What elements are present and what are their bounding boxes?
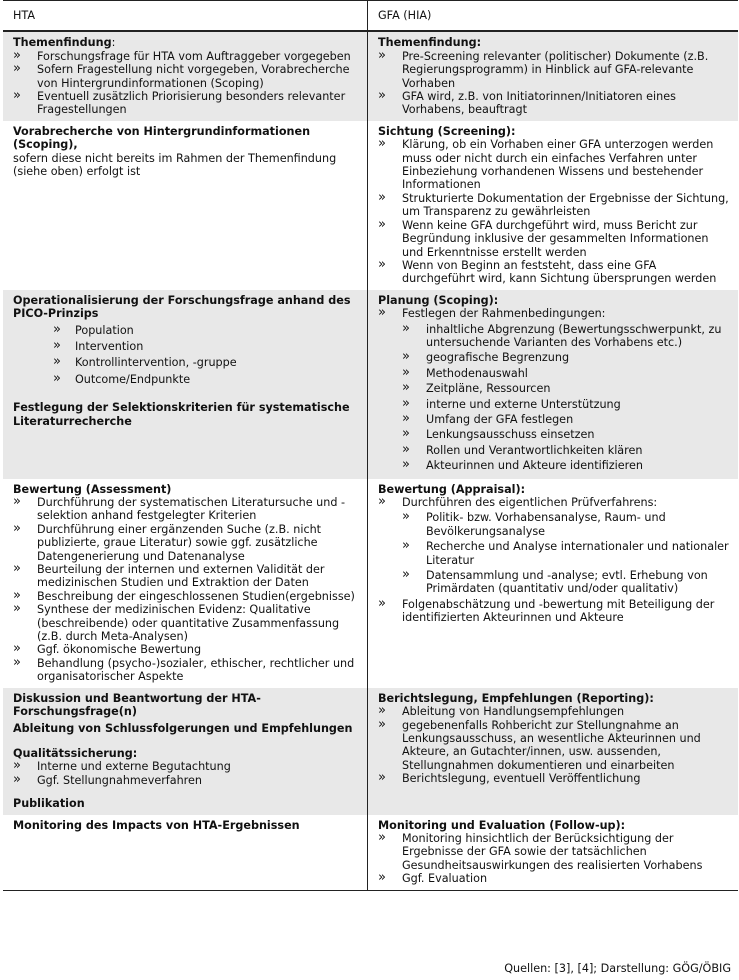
hta-pico-cell [3, 290, 368, 479]
list-item: » Ableitung von Handlungsempfehlungen [378, 705, 730, 718]
gfa-planning-cell [368, 290, 738, 479]
gfa-monitoring-cell [368, 815, 738, 890]
list-item: » Rollen und Verantwortlichkeiten klären [402, 444, 730, 457]
planning-item-label: Festlegen der Rahmenbedingungen: [402, 307, 606, 321]
list-item: » Recherche und Analyse internationaler und nationaler Literatur [402, 540, 730, 567]
list-item: » Durchführung einer ergänzenden Suche (z.B. nicht publizierte, graue Literatur) sowie ggf. zusätzliche Datengenerierung und Datenanalyse [13, 523, 359, 563]
hta-themenfindung-cell [3, 32, 368, 120]
list-item: » Intervention [53, 340, 359, 353]
list-item: » Ggf. ökonomische Bewertung [13, 643, 359, 656]
list-item: » Zeitpläne, Ressourcen [402, 382, 730, 395]
list-item: » Umfang der GFA festlegen [402, 413, 730, 426]
list-item: » gegebenenfalls Rohbericht zur Stellungnahme an Lenkungsausschuss, an wesentliche Akteurinnen und Akteure, an Gutachter/innen, usw. aussenden, Stellungnahmen dokumentieren und einarbeiten [378, 719, 730, 773]
table-row [3, 815, 738, 890]
gfa-screening-title: Sichtung (Screening): [378, 124, 516, 138]
table-row [3, 479, 738, 688]
list-item: » Akteurinnen und Akteure identifizieren [402, 459, 730, 472]
list-item: » Lenkungsausschuss einsetzen [402, 428, 730, 441]
hta-selection-title: Festlegung der Selektionskriterien für systematische Literaturrecherche [13, 401, 350, 428]
list-item: » Eventuell zusätzlich Priorisierung besonders relevanter Fragestellungen [13, 90, 359, 117]
hta-publication-title: Publikation [13, 797, 85, 811]
gfa-themenfindung-title: Themenfindung: [378, 36, 482, 50]
list-item: » Population [53, 324, 359, 337]
hta-assessment-cell [3, 479, 368, 688]
list-item: » Methodenauswahl [402, 367, 730, 380]
list-item: » Durchführung der systematischen Literatursuche und -selektion anhand festgelegter Kriterien [13, 496, 359, 523]
hta-monitoring-title: Monitoring des Impacts von HTA-Ergebnissen [13, 818, 300, 832]
hta-themenfindung-title: Themenfindung [13, 36, 112, 50]
list-item: » Beurteilung der internen und externen Validität der medizinischen Studien und Extraktion der Daten [13, 563, 359, 590]
list-item: » Strukturierte Dokumentation der Ergebnisse der Sichtung, um Transparenz zu gewährleisten [378, 192, 730, 219]
gfa-planning-title: Planung (Scoping): [378, 293, 499, 307]
header-hta: HTA [3, 1, 368, 30]
hta-scoping-title: Vorabrecherche von Hintergrundinformationen (Scoping), [13, 124, 311, 152]
source-caption: Quellen: [3], [4]; Darstellung: GÖG/ÖBIG [504, 962, 731, 975]
list-item [378, 307, 730, 472]
gfa-reporting-title: Berichtslegung, Empfehlungen (Reporting): [378, 691, 654, 705]
list-item: » interne und externe Unterstützung [402, 398, 730, 411]
appraisal-item-label: Durchführen des eigentlichen Prüfverfahrens: [402, 496, 658, 509]
gfa-screening-cell [368, 121, 738, 290]
list-item [378, 496, 730, 596]
header-gfa: GFA (HIA) [378, 9, 432, 22]
gfa-appraisal-title: Bewertung (Appraisal): [378, 482, 526, 496]
list-item: » Sofern Fragestellung nicht vorgegeben, Vorabrecherche von Hintergrundinformationen (Scoping) [13, 63, 359, 90]
table-row [3, 290, 738, 479]
list-item: » Monitoring hinsichtlich der Berücksichtigung der Ergebnisse der GFA sowie der tatsächlichen Gesundheitsauswirkungen des realisierten Vorhabens [378, 832, 730, 872]
table-header-row [3, 1, 738, 31]
list-item: » Kontrollintervention, -gruppe [53, 356, 359, 369]
table-row [3, 121, 738, 290]
list-item: » Behandlung (psycho-)sozialer, ethischer, rechtlicher und organisatorischer Aspekte [13, 657, 359, 684]
table-row [3, 31, 738, 120]
list-item: » geografische Begrenzung [402, 351, 730, 364]
hta-assessment-title: Bewertung (Assessment) [13, 482, 172, 496]
gfa-monitoring-title: Monitoring und Evaluation (Follow-up): [378, 818, 626, 832]
hta-scoping-cell [3, 121, 368, 290]
hta-discussion-title: Diskussion und Beantwortung der HTA-Forschungsfrage(n) [13, 691, 261, 719]
list-item: » Wenn keine GFA durchgeführt wird, muss Bericht zur Begründung inklusive der gesammelten Informationen und Erkenntnisse erstellt werden [378, 219, 730, 259]
process-comparison-table [3, 0, 738, 891]
list-item: » Pre-Screening relevanter (politischer) Dokumente (z.B. Regierungsprogramm) in Hinblick auf GFA-relevante Vorhaben [378, 50, 730, 90]
list-item: » Ggf. Evaluation [378, 872, 730, 885]
list-item: » Synthese der medizinischen Evidenz: Qualitative (beschreibende) oder quantitative Zusammenfassung (z.B. durch Meta-Analysen) [13, 603, 359, 643]
list-item: » Wenn von Beginn an feststeht, dass eine GFA durchgeführt wird, kann Sichtung übersprungen werden [378, 259, 730, 286]
list-item: » Forschungsfrage für HTA vom Auftraggeber vorgegeben [13, 50, 359, 63]
list-item: » Berichtslegung, eventuell Veröffentlichung [378, 772, 730, 785]
list-item: » inhaltliche Abgrenzung (Bewertungsschwerpunkt, zu untersuchende Varianten des Vorhabens etc.) [402, 323, 730, 350]
list-item: » Beschreibung der eingeschlossenen Studien(ergebnisse) [13, 590, 359, 603]
list-item: » GFA wird, z.B. von Initiatorinnen/Initiatoren eines Vorhabens, beauftragt [378, 90, 730, 117]
hta-conclusions-title: Ableitung von Schlussfolgerungen und Empfehlungen [13, 721, 353, 735]
list-item: » Ggf. Stellungnahmeverfahren [13, 774, 359, 787]
gfa-appraisal-cell [368, 479, 738, 688]
table-row [3, 688, 738, 815]
gfa-reporting-cell [368, 688, 738, 815]
hta-monitoring-cell [3, 815, 368, 890]
hta-pico-title: Operationalisierung der Forschungsfrage anhand des PICO-Prinzips [13, 293, 351, 321]
gfa-themenfindung-cell [368, 32, 738, 120]
list-item: » Datensammlung und -analyse; evtl. Erhebung von Primärdaten (quantitativ und/oder qualitativ) [402, 569, 730, 596]
list-item: » Outcome/Endpunkte [53, 373, 359, 386]
list-item: » Klärung, ob ein Vorhaben einer GFA unterzogen werden muss oder nicht durch ein einfaches Verfahren unter Einbeziehung vorhandenen Wissens und bestehender Informationen [378, 138, 730, 192]
list-item: » Interne und externe Begutachtung [13, 760, 359, 773]
hta-themenfindung-colon: : [111, 36, 116, 50]
hta-scoping-text: sofern diese nicht bereits im Rahmen der Themenfindung (siehe oben) erfolgt ist [13, 151, 337, 179]
list-item: » Folgenabschätzung und -bewertung mit Beteiligung der identifizierten Akteurinnen und Akteure [378, 598, 730, 625]
hta-discussion-cell [3, 688, 368, 815]
hta-quality-title: Qualitätssicherung: [13, 746, 138, 760]
list-item: » Politik- bzw. Vorhabensanalyse, Raum- und Bevölkerungsanalyse [402, 511, 730, 538]
